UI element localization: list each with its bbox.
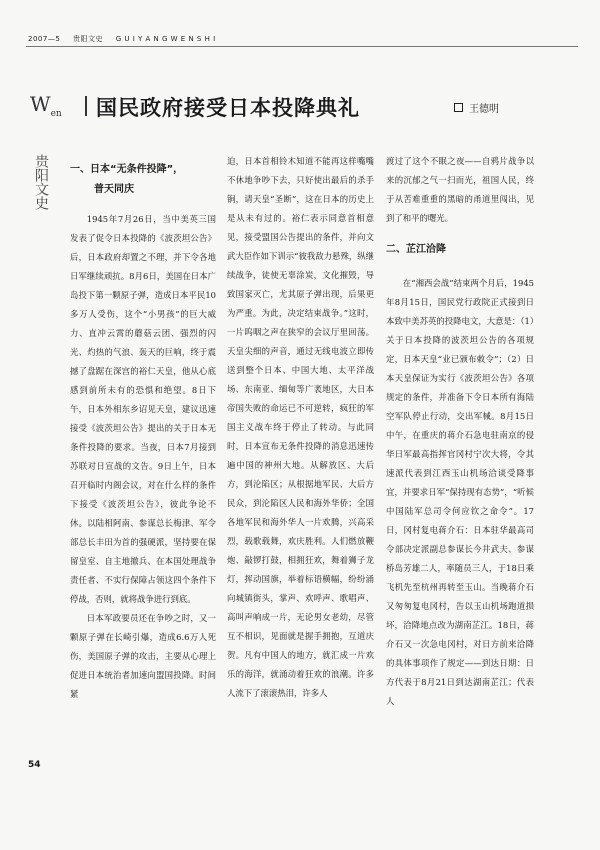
author-line <box>454 100 499 115</box>
section-heading-1-line1: 一、日本“无条件投降”， <box>70 164 184 175</box>
column-3 <box>386 152 534 832</box>
title-area <box>30 92 575 120</box>
wen-logo-sub: en <box>50 109 62 119</box>
paragraph: 迫，日本首相铃木知道不能再这样嘴嘴不休地争吵下去，只好使出最后的杀手锏，请天皇“圣断”，这在日本的历史上是从未有过的。裕仁表示同意首相意见，接受盟国公告提出的条件，并向文武大臣作如下训示“彼我敌力悬殊，纵继续战争，徒使无辜涂炭，文化摧毁，导致国家灭亡，尤其原子弹出现，后果更为严重。为此，决定结束战争。”这时，一片呜咽之声在狭窄的会议厅里回荡。天皇尖细的声音，通过无线电波立即传送到整个日本、中国大地、太平洋战场、东南亚、缅甸等广袤地区，大日本帝国失败的命运已不可逆转，疯狂的军国主义战车终于停止了转动。与此同时，日本宣布无条件投降的消息迅速传遍中国的神州大地。从解放区、大后方，到沦陷区；从根据地军民、大后方民众，到沦陷区人民和海外华侨；全国各地军民和海外华人一片欢腾，兴高采烈，载歌载舞，欢庆胜利。人们燃放鞭炮、敲锣打鼓，相拥狂欢，舞着狮子龙灯，挥动国旗，举着标语横幅，纷纷涌向城镇街头，掌声、欢呼声、歌唱声、高叫声响成一片，无论男女老幼，尽管互不相识，见面就是握手拥抱，互道庆贺。凡有中国人的地方，就汇成一片欢乐的海洋，就涌动着狂欢的浪潮。许多人流下了滚滚热泪，许多人 <box>227 156 374 698</box>
paragraph: 1945年7月26日，当中美英三国发表了促令日本投降的《波茨坦公告》后，日本政府却置之不理，并下令各地日军继续顽抗。8月6日，美国在日本广岛投下第一颗原子弹，造成日本平民10多万人受伤，这个“小男孩”的巨大威力、直冲云霄的蘑菇云团、强烈的闪光、灼热的气浪、轰天的巨响，终于震撼了盘踞在深宫的裕仁天皇，他从心底感到前所未有的恐惧和绝望。8日下午，日本外相东乡诏见天皇，建议迅速接受《波茨坦公告》提出的关于日本无条件投降的要求。当夜，日本7月接到苏联对日宣战的文告。9日上午，日本召开临时内阁会议，对在什么样的条件下接受《波茨坦公告》，彼此争论不休。以陆相阿南、参谋总长梅津、军令部总长丰田为首的强硬派，坚持要在保留皇室、自主地撤兵、在本国处理战争责任者、不实行保障占领这四个条件下停战，否则，就将战争进行到底。 <box>70 214 216 604</box>
page-title: 国民政府接受日本投降典礼 <box>96 96 360 120</box>
running-head <box>28 34 226 44</box>
column-1 <box>70 156 216 832</box>
section-tag: 贵阳文史 <box>33 154 49 210</box>
wen-logo-main: W <box>30 92 51 116</box>
section-heading-1 <box>70 160 216 200</box>
section-heading-2: 二、芷江洽降 <box>386 244 446 255</box>
section-heading-1-line2: 普天同庆 <box>94 184 134 195</box>
journal-name: 贵阳文史 <box>73 35 104 43</box>
journal-pinyin: G U I Y A N G W E N S H I <box>115 35 216 43</box>
logo-divider <box>85 96 87 116</box>
paragraph: 在“湘西会战”结束两个月后，1945年8月15日，国民党行政院正式接到日本致中美苏英的投降电文，大意是：（1）关于日本投降的波茨坦公告的各项规定，日本天皇“业已颁布敕令”；（2）日本天皇保证为实行《波茨坦公告》各项规定的条件，并准备下令日本所有海陆空军队停止行动，交出军械。8月15日中午，在重庆的蒋介石急电驻南京的侵华日军最高指挥官冈村宁次大将，令其速派代表到江西玉山机场洽谈受降事宜，并要求日军“保持现有态势”，“听候中国陆军总司令何应钦之命令”。17日，冈村复电蒋介石：日本驻华最高司令部决定派副总参谋长今井武夫、参谋桥岛芳雄二人，率随员三人，于18日乘飞机先至杭州再转至玉山。当晚蒋介石又匆匆复电冈村，告以玉山机场跑道损坏，洽降地点改为湖南芷江。18日，蒋介石又一次急电冈村，对日方前来洽降的具体事项作了规定——到达日期：日方代表于8月21日到达湖南芷江；代表人 <box>386 278 534 706</box>
square-icon <box>454 103 463 112</box>
paragraph: 日本军政要员还在争吵之时，又一颗原子弹在长崎引爆，造成6.6万人死伤，美国原子弹的攻击，主要从心理上促进日本统治者加速向盟国投降。时间紧 <box>70 613 216 699</box>
header-rule <box>26 46 578 47</box>
column-2 <box>227 152 374 832</box>
paragraph: 渡过了这个不眠之夜——自鸦片战争以来的沉郁之气一扫而光，祖国人民，终于从苦难重重的黑暗的甬道里闯出，见到了和平的曙光。 <box>386 156 534 223</box>
issue-number: 2007—5 <box>28 35 61 43</box>
page-number: 54 <box>28 760 41 770</box>
author-name: 王德明 <box>469 104 499 115</box>
wen-logo <box>30 92 62 119</box>
